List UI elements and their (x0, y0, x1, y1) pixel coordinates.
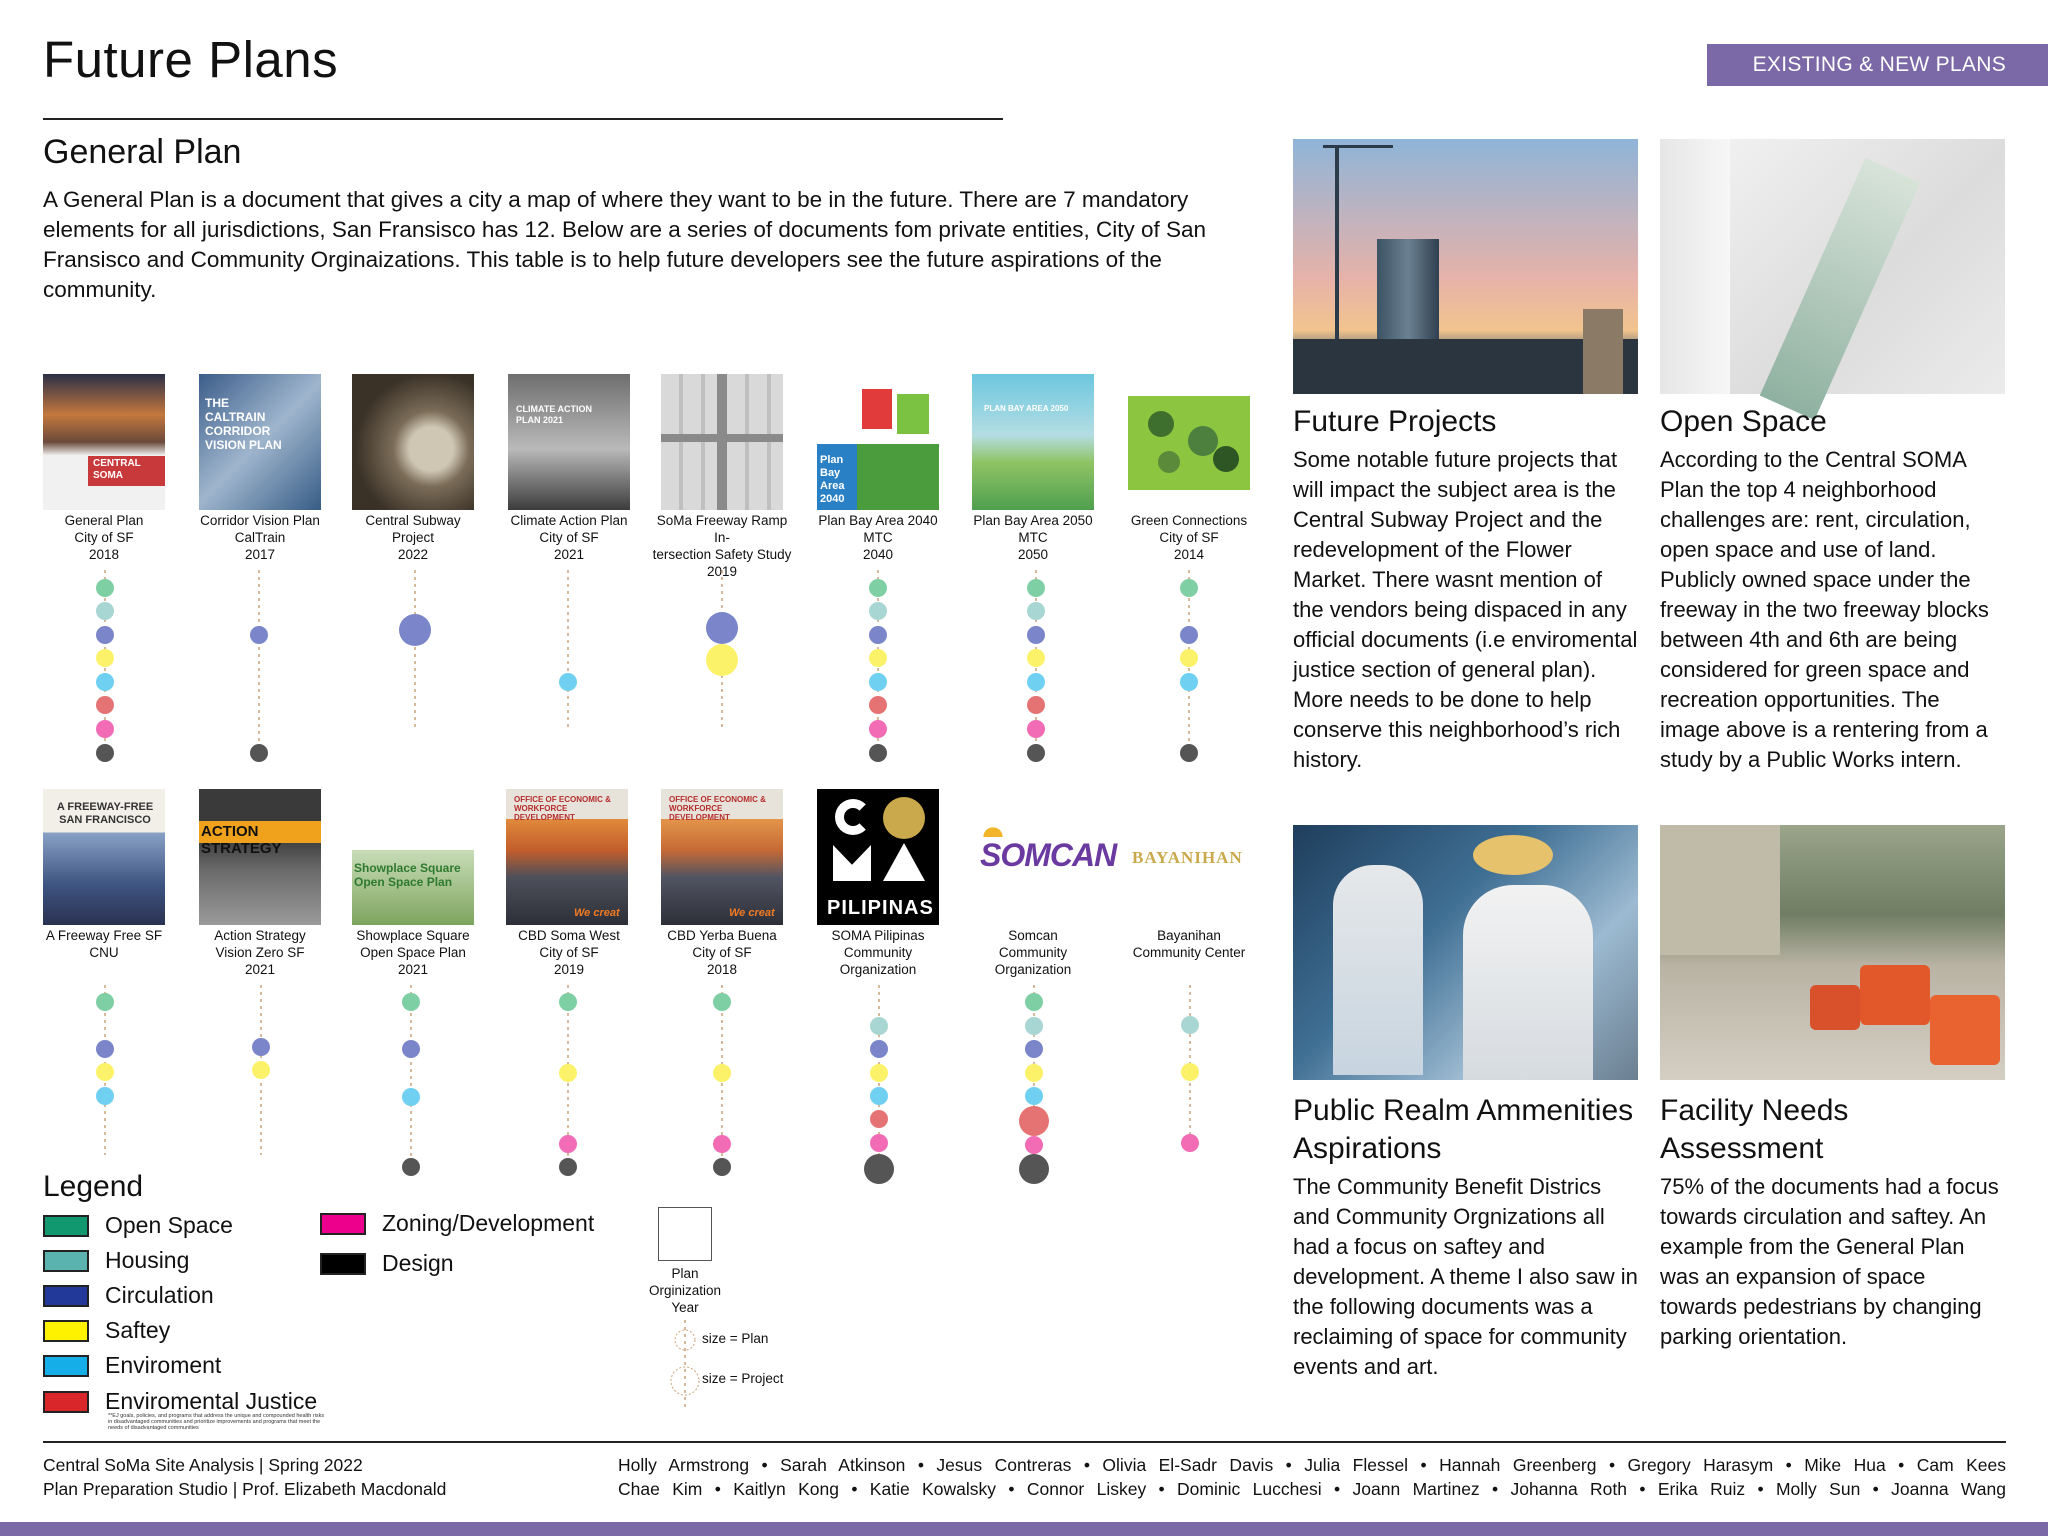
dot-saftey (559, 1064, 577, 1082)
dot-open-space (96, 993, 114, 1011)
thumb-general-plan-text: CENTRAL SOMA (93, 458, 141, 481)
thumb-freeway-free-text: A FREEWAY-FREE SAN FRANCISCO (56, 801, 154, 826)
page-title: Future Plans (43, 31, 339, 88)
dot-circulation (1027, 626, 1045, 644)
dot-enviroment (870, 1087, 888, 1105)
general-plan-heading: General Plan (43, 133, 242, 171)
dot-open-space (869, 579, 887, 597)
dot-zoning (869, 720, 887, 738)
dot-enviroment (869, 673, 887, 691)
footer-course: Central SoMa Site Analysis | Spring 2022 (43, 1455, 363, 1475)
dot-saftey (1181, 1063, 1199, 1081)
dots-somcan (1019, 993, 1049, 1184)
legend-key-label: Plan Orginization Year (648, 1266, 722, 1315)
dot-housing (1027, 602, 1045, 620)
dot-zoning (559, 1135, 577, 1153)
photo-open-space (1660, 139, 2005, 394)
dot-housing (1181, 1016, 1199, 1034)
dot-circulation (399, 614, 431, 646)
thumb-climate-action (508, 374, 630, 510)
dot-open-space (96, 579, 114, 597)
legend-swatch (320, 1253, 366, 1275)
photo-facility-needs (1660, 825, 2005, 1080)
dot-saftey (1025, 1064, 1043, 1082)
legend-key-thumbnail (658, 1207, 712, 1261)
dot-saftey (252, 1061, 270, 1079)
dot-design (713, 1158, 731, 1176)
thumb-general-plan (43, 374, 165, 510)
dot-circulation (1180, 626, 1198, 644)
legend-swatch (43, 1355, 89, 1377)
legend-title: Legend (43, 1170, 144, 1203)
footer-studio: Plan Preparation Studio | Prof. Elizabeth Macdonald (43, 1479, 447, 1499)
dot-housing (869, 602, 887, 620)
legend-footnote: **EJ goals, policies, and programs that address the unique and compounded health risks in disadvantaged communities and prioritize improvements and programs that meet the needs of disadvantaged communities (108, 1413, 325, 1431)
dot-enviroment (402, 1088, 420, 1106)
dot-enviroment (1025, 1087, 1043, 1105)
footer-names (618, 1453, 2006, 1501)
dot-saftey (706, 644, 738, 676)
legend-size-project: size = Project (702, 1371, 784, 1386)
dot-enviroment (559, 673, 577, 691)
thumb-soma-pilipinas (817, 789, 939, 925)
dot-circulation (706, 612, 738, 644)
dot-zoning (96, 720, 114, 738)
dot-open-space (559, 993, 577, 1011)
legend-swatch (43, 1250, 89, 1272)
dot-circulation (96, 626, 114, 644)
thumb-bayanihan-text: BAYANIHAN (1132, 848, 1243, 867)
doc-label-cbd-yerba-buena: CBD Yerba Buena City of SF 2018 (667, 928, 777, 977)
doc-label-green-connections: Green Connections City of SF 2014 (1130, 513, 1248, 562)
dot-saftey (1180, 649, 1198, 667)
thumb-cbd-yerba-buena-logo: OFFICE OF ECONOMIC & WORKFORCE DEVELOPMENT (669, 795, 766, 822)
footer-names-line1: Holly Armstrong • Sarah Atkinson • Jesus Contreras • Olivia El-Sadr Davis • Julia Flessel • Hannah Greenberg • Gregory Harasym • Mike Hua • Cam Kees (618, 1455, 2006, 1475)
legend-swatch (320, 1213, 366, 1235)
dot-design (1180, 744, 1198, 762)
dot-enviroment (1027, 673, 1045, 691)
dot-housing (1025, 1017, 1043, 1035)
thumb-bayanihan (1128, 840, 1250, 880)
dot-circulation (252, 1038, 270, 1056)
legend-saftey: Saftey (43, 1317, 170, 1344)
dot-open-space (1027, 579, 1045, 597)
thumb-action-strategy-text: ACTION STRATEGY (201, 823, 282, 857)
thumb-cbd-yerba-buena-text: We creat (729, 907, 775, 919)
doc-label-bayanihan: Bayanihan Community Center (1132, 928, 1246, 960)
doc-label-action-strategy: Action Strategy Vision Zero SF 2021 (214, 928, 306, 977)
dot-saftey (1027, 649, 1045, 667)
row2-theme-dots (0, 985, 1260, 1195)
doc-label-freeway-free: A Freeway Free SF CNU (45, 928, 163, 960)
title-divider (43, 118, 1003, 120)
facility-needs-body: 75% of the documents had a focus towards circulation and saftey. An example from the General Plan was an expansion of space towards pedestrians by changing parking orientation. (1660, 1174, 1999, 1349)
dot-ej (1019, 1106, 1049, 1136)
dot-zoning (1027, 720, 1045, 738)
doc-label-climate-action: Climate Action Plan City of SF 2021 (510, 513, 628, 562)
doc-label-soma-pilipinas: SOMA Pilipinas Community Organization (831, 928, 925, 977)
thumb-cbd-soma-west (506, 789, 628, 925)
thumb-plan-bay-2040-text: Plan Bay Area 2040 (820, 454, 845, 505)
dot-circulation (402, 1040, 420, 1058)
dot-circulation (869, 626, 887, 644)
thumb-cbd-soma-west-logo: OFFICE OF ECONOMIC & WORKFORCE DEVELOPMENT (514, 795, 611, 822)
thumb-green-connections (1128, 396, 1250, 490)
thumb-plan-bay-2050-text: PLAN BAY AREA 2050 (984, 404, 1069, 413)
dot-design (96, 744, 114, 762)
photo-public-realm (1293, 825, 1638, 1080)
dot-design (1027, 744, 1045, 762)
dot-circulation (870, 1040, 888, 1058)
dots-soma-pilipinas (864, 1017, 894, 1184)
doc-label-general-plan: General Plan City of SF 2018 (64, 513, 144, 562)
dot-open-space (402, 993, 420, 1011)
legend-enviromental-justice: Enviromental Justice (43, 1388, 317, 1415)
doc-label-corridor-vision: Corridor Vision Plan CalTrain 2017 (200, 513, 320, 562)
dot-saftey (96, 1063, 114, 1081)
dot-circulation (96, 1040, 114, 1058)
doc-label-somcan: Somcan Community Organization (994, 928, 1072, 977)
thumb-soma-pilipinas-text: PILIPINAS (827, 897, 934, 919)
dot-ej (870, 1110, 888, 1128)
dots-action-strategy (252, 1038, 270, 1079)
dot-saftey (713, 1064, 731, 1082)
dots-climate-action (559, 673, 577, 691)
doc-label-showplace-square: Showplace Square Open Space Plan 2021 (356, 928, 470, 977)
dot-design (864, 1154, 894, 1184)
dot-circulation (250, 626, 268, 644)
dots-soma-freeway (706, 612, 738, 676)
thumb-plan-bay-2050 (972, 374, 1094, 510)
dots-central-subway (399, 614, 431, 646)
dot-design (402, 1158, 420, 1176)
dot-ej (869, 696, 887, 714)
dot-saftey (96, 649, 114, 667)
dot-enviroment (1180, 673, 1198, 691)
legend-open-space: Open Space (43, 1212, 233, 1239)
public-realm-body: The Community Benefit Districs and Community Orgnizations all had a focus on saftey and development. A theme I also saw in the following documents was a reclaiming of space for community events and art. (1293, 1174, 1638, 1379)
thumb-plan-bay-2040 (817, 374, 939, 510)
dot-open-space (713, 993, 731, 1011)
legend-housing: Housing (43, 1247, 189, 1274)
thumb-freeway-free (43, 789, 165, 925)
photo-future-projects (1293, 139, 1638, 394)
dot-ej (1027, 696, 1045, 714)
size-plan-dot (675, 1330, 695, 1350)
facility-needs-heading: Facility Needs Assessment (1660, 1094, 1849, 1165)
dot-zoning (1025, 1136, 1043, 1154)
dot-housing (96, 602, 114, 620)
dots-corridor-vision (250, 626, 268, 762)
thumb-cbd-soma-west-text: We creat (574, 907, 620, 919)
dot-design (559, 1158, 577, 1176)
dot-saftey (869, 649, 887, 667)
thumb-action-strategy (199, 789, 321, 925)
legend-key-dots (670, 1320, 700, 1410)
dot-saftey (870, 1064, 888, 1082)
bottom-accent-bar (0, 1522, 2048, 1536)
thumb-soma-freeway (661, 374, 783, 510)
doc-label-plan-bay-2050: Plan Bay Area 2050 MTC 2050 (973, 513, 1093, 562)
dot-open-space (1025, 993, 1043, 1011)
legend-design: Design (320, 1250, 454, 1277)
legend-zoning: Zoning/Development (320, 1210, 594, 1237)
legend-swatch (43, 1215, 89, 1237)
public-realm-heading: Public Realm Ammenities Aspirations (1293, 1094, 1634, 1165)
thumb-somcan-text: SOMCAN (980, 837, 1117, 873)
dot-enviroment (96, 673, 114, 691)
dot-zoning (1181, 1134, 1199, 1152)
legend-circulation: Circulation (43, 1282, 214, 1309)
footer-divider (43, 1441, 2006, 1443)
thumb-somcan (972, 815, 1117, 895)
row1-theme-dots (0, 570, 1260, 770)
legend-swatch (43, 1391, 89, 1413)
legend-enviroment: Enviroment (43, 1352, 221, 1379)
dot-design (1019, 1154, 1049, 1184)
dots-freeway-free (96, 993, 114, 1105)
thumb-showplace-square (352, 789, 474, 925)
dot-zoning (713, 1135, 731, 1153)
thumb-cbd-yerba-buena (661, 789, 783, 925)
thumb-showplace-square-text: Showplace Square Open Space Plan (354, 861, 461, 889)
future-projects-heading: Future Projects (1293, 405, 1497, 438)
thumb-central-subway (352, 374, 474, 510)
general-plan-body: A General Plan is a document that gives a city a map of where they want to be in the future. There are 7 mandatory elements for all jurisdictions, San Fransisco has 12. Below are a series of documents fom private entities, City of San Fransisco and Community Orginaizations. This table is to help future developers see the future aspirations of the community. (43, 187, 1207, 302)
dot-open-space (1180, 579, 1198, 597)
thumb-corridor-vision (199, 374, 321, 510)
dot-design (250, 744, 268, 762)
footer-names-line2: Chae Kim • Kaitlyn Kong • Katie Kowalsky • Connor Liskey • Dominic Lucchesi • Joann Martinez • Johanna Roth • Erika Ruiz • Molly Sun • Joanna Wang (618, 1479, 2006, 1499)
legend-size-plan: size = Plan (702, 1331, 769, 1346)
thumb-corridor-vision-text: THE CALTRAIN CORRIDOR VISION PLAN (205, 396, 282, 452)
dot-enviroment (96, 1087, 114, 1105)
doc-label-plan-bay-2040: Plan Bay Area 2040 MTC 2040 (818, 513, 938, 562)
legend-swatch (43, 1320, 89, 1342)
dot-circulation (1025, 1040, 1043, 1058)
dot-housing (870, 1017, 888, 1035)
future-projects-body: Some notable future projects that will impact the subject area is the Central Subway Project and the redevelopment of the Flower Market. There wasnt mention of the vendors being dispaced in any official documents (i.e enviromental justice section of general plan). More needs to be done to help conserve this neighborhood’s rich history. (1293, 447, 1638, 772)
doc-label-cbd-soma-west: CBD Soma West City of SF 2019 (518, 928, 620, 977)
doc-label-soma-freeway: SoMa Freeway Ramp In- tersection Safety Study 2019 (652, 513, 792, 579)
open-space-body: According to the Central SOMA Plan the top 4 neighborhood challenges are: rent, circulation, open space and use of land. Publicly owned space under the freeway in the two freeway blocks between 4th and 6th are being considered for green space and recreation opportunities. The image above is a rentering from a study by a Public Works intern. (1660, 447, 1989, 772)
open-space-heading: Open Space (1660, 405, 1827, 438)
doc-label-central-subway: Central Subway Project 2022 (365, 513, 461, 562)
legend-swatch (43, 1285, 89, 1307)
dot-ej (96, 696, 114, 714)
section-badge: EXISTING & NEW PLANS (1707, 44, 2048, 86)
thumb-climate-action-text: CLIMATE ACTION PLAN 2021 (516, 404, 592, 425)
dot-design (869, 744, 887, 762)
dot-zoning (870, 1134, 888, 1152)
